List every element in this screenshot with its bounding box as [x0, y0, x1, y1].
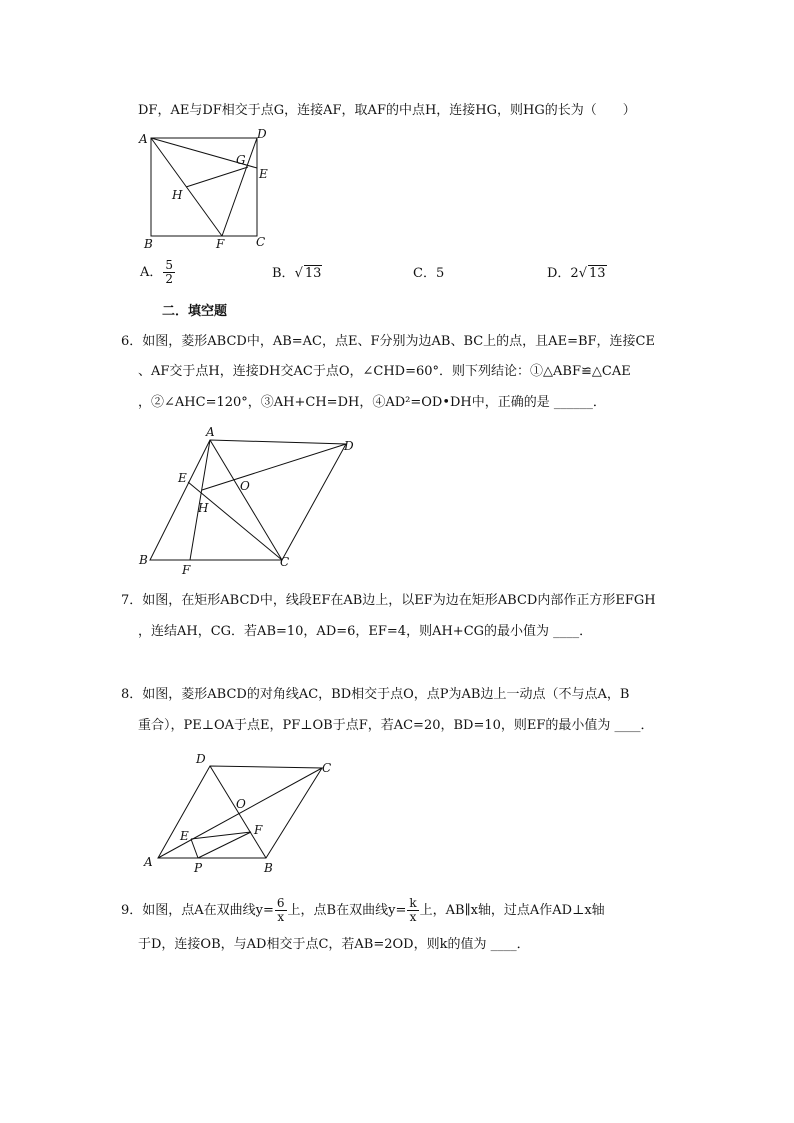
q5-label-c: C — [256, 235, 266, 249]
q6-segment-af — [190, 440, 210, 560]
q5-label-a: A — [139, 132, 148, 146]
q5-label-d: D — [257, 127, 267, 141]
q9-line-1-part-c: 上，AB∥x轴，过点A作AD⊥x轴 — [419, 903, 605, 918]
q6-figure — [136, 422, 366, 582]
q5-figure — [136, 126, 276, 252]
q8-line-2: 重合），PE⊥OA于点E，PF⊥OB于点F，若AC=20，BD=10，则EF的最小值为 ____． — [138, 718, 654, 733]
q6-label-d: D — [344, 439, 354, 453]
q6-label-e: E — [178, 471, 187, 485]
q5-option-b[interactable] — [272, 262, 322, 281]
q8-label-b: B — [264, 861, 273, 875]
section-title: 二．填空题 — [162, 304, 228, 319]
q8-label-f: F — [254, 823, 263, 837]
q5-option-b-radicand: 13 — [304, 266, 322, 281]
q8-label-p: P — [194, 861, 203, 875]
q9-fraction-2-numerator: k — [409, 896, 417, 910]
q8-segment-pf — [198, 832, 251, 858]
q6-line-1: 6．如图，菱形ABCD中，AB=AC，点E、F分别为边AB、BC上的点，且AE=BF，连接CE — [121, 334, 655, 349]
q5-label-g: G — [236, 153, 246, 167]
q8-line-1: 8．如图，菱形ABCD的对角线AC，BD相交于点O，点P为AB边上一动点（不与点A，B — [121, 687, 630, 702]
q9-fraction-2-denominator: x — [409, 910, 417, 924]
q8-diagonal-ac — [158, 768, 322, 858]
q5-label-f: F — [216, 237, 225, 251]
sqrt-symbol-icon: √ — [578, 266, 587, 281]
q5-stem-tail: DF，AE与DF相交于点G，连接AF，取AF的中点H，连接HG，则HG的长为（ ） — [138, 103, 636, 118]
q5-option-a[interactable] — [140, 259, 176, 286]
q9-fraction-k-over-x — [407, 897, 418, 924]
q5-option-d-prefix: D．2 — [547, 266, 579, 281]
q9-line-1 — [121, 897, 605, 924]
q6-label-h: H — [198, 501, 209, 515]
q9-fraction-1-numerator: 6 — [276, 896, 285, 910]
q6-diagonal-ac — [210, 440, 282, 560]
q5-option-b-prefix: B． — [272, 266, 295, 281]
q8-diagonal-bd — [210, 766, 266, 858]
q5-label-e: E — [259, 167, 268, 181]
q9-line-2: 于D，连接OB，与AD相交于点C，若AB=2OD，则k的值为 ____． — [138, 937, 530, 952]
q9-line-1-part-a: 9．如图，点A在双曲线y= — [121, 903, 274, 918]
q8-figure — [136, 748, 346, 878]
q5-segment-hg — [186, 167, 248, 187]
q6-label-f: F — [182, 563, 191, 577]
q8-label-c: C — [322, 761, 332, 775]
q5-option-d-radicand: 13 — [589, 266, 606, 281]
q5-option-a-denominator: 2 — [165, 272, 174, 286]
q7-line-2: ，连结AH，CG．若AB=10，AD=6，EF=4，则AH+CG的最小值为 ____． — [138, 624, 593, 639]
q5-label-h: H — [172, 188, 183, 202]
q8-segment-pe — [191, 839, 198, 858]
q8-label-d: D — [196, 752, 206, 766]
q5-option-d[interactable] — [547, 262, 607, 281]
q6-label-b: B — [139, 553, 148, 567]
q6-rhombus — [150, 440, 346, 560]
q5-option-a-prefix: A． — [140, 265, 163, 280]
q9-fraction-6-over-x — [275, 897, 287, 924]
q5-label-b: B — [144, 237, 153, 251]
q8-label-a: A — [144, 855, 153, 869]
q6-line-2: 、AF交于点H，连接DH交AC于点O，∠CHD=60°．则下列结论：①△ABF≌△CAE — [138, 364, 631, 379]
q5-option-a-numerator: 5 — [165, 258, 174, 272]
sqrt-symbol-icon: √ — [294, 266, 303, 281]
q5-option-c[interactable]: C．5 — [413, 266, 445, 281]
q8-label-e: E — [180, 829, 189, 843]
q8-label-o: O — [236, 797, 246, 811]
q6-line-3: ，②∠AHC=120°，③AH+CH=DH，④AD²=OD•DH中，正确的是 ______． — [138, 395, 606, 410]
q6-label-c: C — [280, 555, 290, 569]
q5-option-a-fraction — [163, 259, 175, 286]
q7-line-1: 7．如图，在矩形ABCD中，线段EF在AB边上，以EF为边在矩形ABCD内部作正方形EFGH — [121, 593, 656, 608]
q6-label-o: O — [240, 479, 250, 493]
q6-segment-ce — [188, 482, 282, 560]
q9-fraction-1-denominator: x — [277, 910, 285, 924]
q9-line-1-part-b: 上，点B在双曲线y= — [287, 903, 407, 918]
q6-label-a: A — [206, 425, 215, 439]
